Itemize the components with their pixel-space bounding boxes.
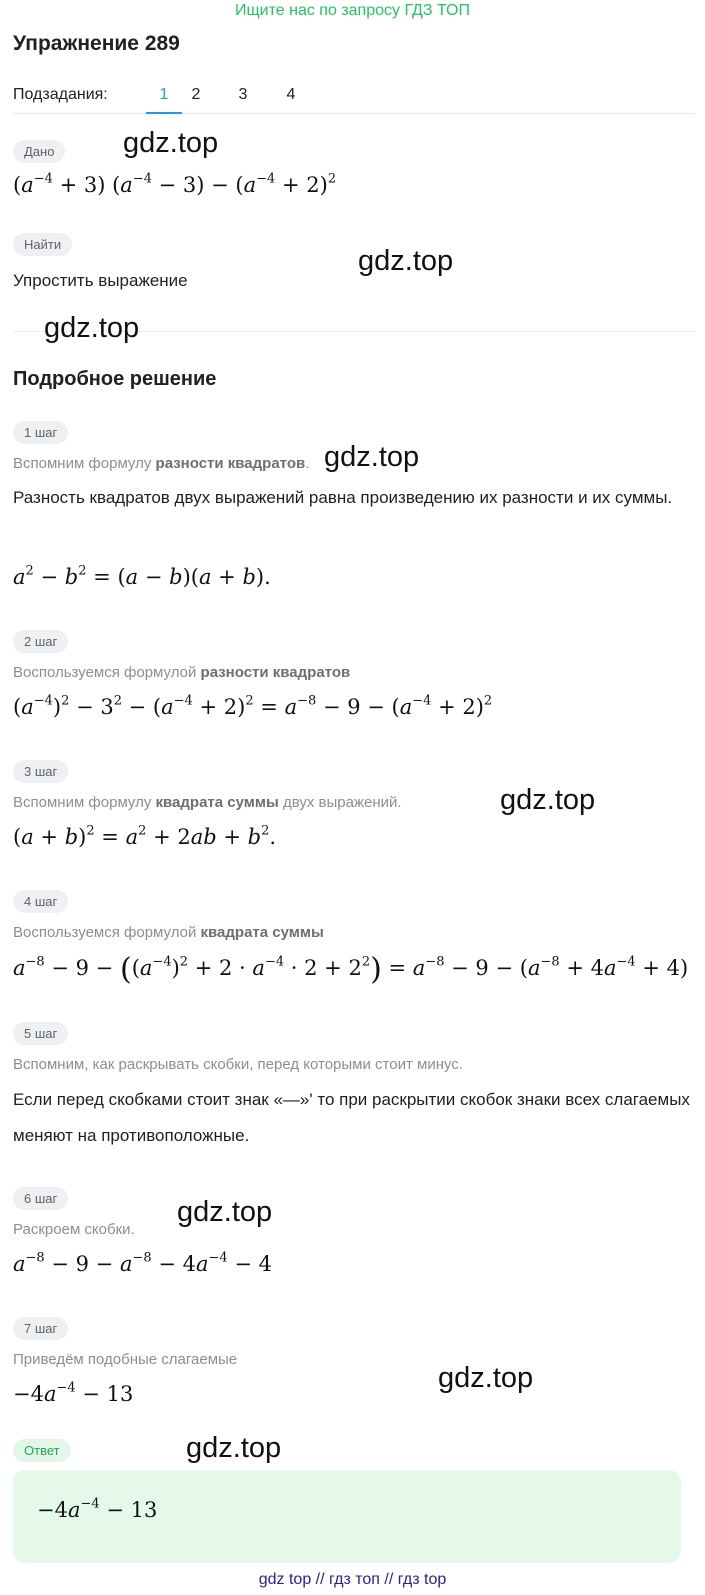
step-4-formula: $a^{-8} - 9 - ((a^{-4})^2 + 2 \cdot a^{-4} \cdot 2 + 2^2) = a^{-8} - 9 - (a^{-8} + 4a^{-4} + 4)$ [13, 952, 689, 988]
answer-formula: $-4a^{-4} - 13$ [37, 1496, 158, 1522]
watermark-text: gdz.top [186, 1432, 282, 1464]
given-badge: Дано [13, 140, 65, 163]
answer-box [13, 1470, 681, 1563]
given-expression: $(a^{-4} + 3) (a^{-4} - 3) - (a^{-4} + 2)^2$ [13, 171, 337, 197]
step-6-hint: Раскроем скобки. [13, 1221, 135, 1238]
page-title: Упражнение 289 [13, 32, 180, 55]
step-3-badge: 3 шаг [13, 760, 68, 783]
step-1-hint: Вспомним формулу разности квадратов. [13, 455, 310, 472]
step-5-badge: 5 шаг [13, 1022, 68, 1045]
bottom-links [0, 1571, 705, 1589]
bottom-link-separator: // [384, 1571, 394, 1588]
step-7-hint: Приведём подобные слагаемые [13, 1351, 238, 1368]
step-6-formula: $a^{-8} - 9 - a^{-8} - 4a^{-4} - 4$ [13, 1250, 272, 1276]
watermark-text: gdz.top [438, 1362, 534, 1394]
subtask-tab-4[interactable]: 4 [286, 86, 296, 103]
find-text: Упростить выражение [13, 271, 188, 290]
step-2-badge: 2 шаг [13, 630, 68, 653]
step-7-formula: $-4a^{-4} - 13$ [13, 1380, 134, 1406]
watermark-text: gdz.top [44, 312, 140, 344]
step-2-formula: $(a^{-4})^2 - 3^2 - (a^{-4} + 2)^2 = a^{-8} - 9 - (a^{-4} + 2)^2$ [13, 693, 493, 719]
find-badge: Найти [13, 233, 72, 256]
step-4-badge: 4 шаг [13, 890, 68, 913]
solution-title: Подробное решение [13, 368, 217, 390]
subtask-tab-2[interactable]: 2 [191, 86, 201, 103]
watermark-text: gdz.top [123, 127, 219, 159]
step-5-text: Если перед скобками стоит знак «—»' то при раскрытии скобок знаки всех слагаемых меняют на противоположные. [13, 1090, 690, 1145]
step-6-badge: 6 шаг [13, 1187, 68, 1210]
watermark-text: gdz.top [358, 245, 454, 277]
step-3-formula: $(a + b)^2 = a^2 + 2ab + b^2$. [13, 823, 277, 849]
bottom-link-separator: // [315, 1571, 325, 1588]
step-1-badge: 1 шаг [13, 421, 68, 444]
watermark-text: gdz.top [500, 784, 596, 816]
subtask-tab-3[interactable]: 3 [238, 86, 248, 103]
bottom-link-gdz-top[interactable]: gdz top [258, 1571, 312, 1588]
bottom-link-gdz-top-mixed[interactable]: гдз top [397, 1571, 447, 1588]
step-7-badge: 7 шаг [13, 1317, 68, 1340]
subtask-tab-1[interactable]: 1 [146, 86, 182, 104]
step-1-text: Разность квадратов двух выражений равна произведению их разности и их суммы. [13, 488, 673, 507]
watermark-text: gdz.top [177, 1196, 273, 1228]
search-banner: Ищите нас по запросу ГДЗ ТОП [235, 2, 470, 19]
bottom-link-gdz-top-ru[interactable]: гдз топ [329, 1571, 380, 1588]
step-1-formula: $a^2 - b^2 = (a - b)(a + b)$. [13, 563, 271, 589]
answer-badge: Ответ [13, 1439, 71, 1462]
subtasks-nav [13, 84, 695, 114]
step-3-hint: Вспомним формулу квадрата суммы двух выражений. [13, 794, 402, 811]
subtasks-label: Подзадания: [13, 86, 108, 103]
step-5-hint: Вспомним, как раскрывать скобки, перед которыми стоит минус. [13, 1056, 463, 1073]
step-2-hint: Воспользуемся формулой разности квадратов [13, 664, 351, 681]
watermark-text: gdz.top [324, 441, 420, 473]
step-4-hint: Воспользуемся формулой квадрата суммы [13, 924, 324, 941]
